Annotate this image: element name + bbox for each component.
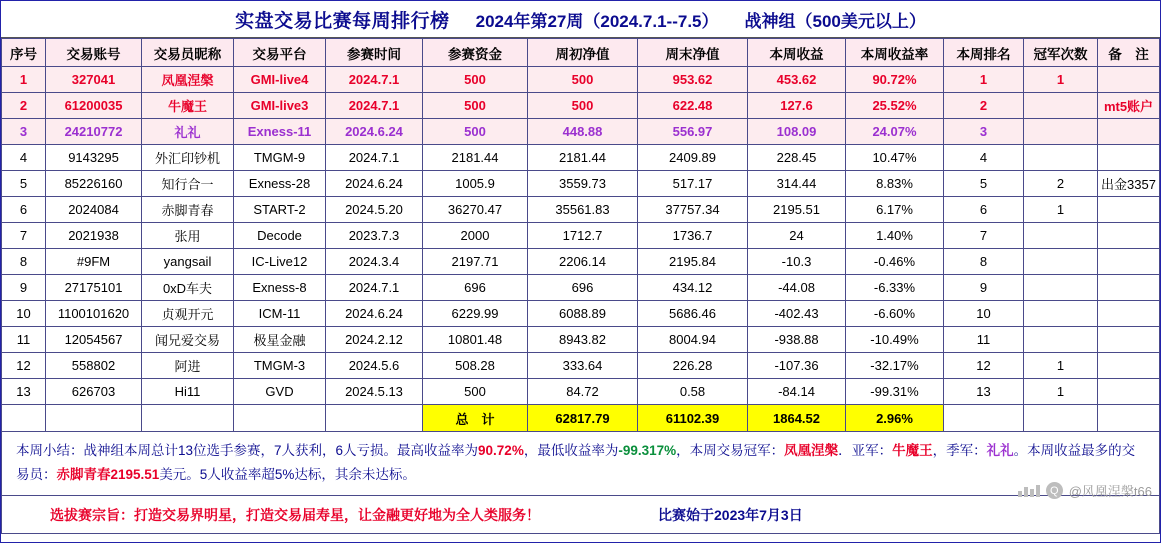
summary-top-profit-value: 2195.51 [110, 466, 160, 482]
col-start-equity: 周初净值 [528, 39, 638, 67]
col-account: 交易账号 [46, 39, 142, 67]
total-blank-5 [326, 405, 423, 432]
cell-nickname: 0xD车夫 [142, 275, 234, 301]
cell-platform: GVD [234, 379, 326, 405]
cell-profit: -107.36 [748, 353, 846, 379]
cell-nickname: 外汇印钞机 [142, 145, 234, 171]
cell-nickname: yangsail [142, 249, 234, 275]
cell-rate: -99.31% [846, 379, 944, 405]
cell-rank: 7 [944, 223, 1024, 249]
cell-profit: -938.88 [748, 327, 846, 353]
footer-start-info: 比赛始于2023年7月3日 [658, 506, 803, 523]
cell-nickname: Hi11 [142, 379, 234, 405]
col-no: 序号 [2, 39, 46, 67]
cell-profit: -84.14 [748, 379, 846, 405]
cell-rank: 10 [944, 301, 1024, 327]
cell-join-date: 2024.5.13 [326, 379, 423, 405]
cell-nickname: 赤脚青春 [142, 197, 234, 223]
cell-platform: Decode [234, 223, 326, 249]
cell-end-equity: 434.12 [638, 275, 748, 301]
cell-account: 327041 [46, 67, 142, 93]
cell-nickname: 张用 [142, 223, 234, 249]
summary-mid2: ，本周交易冠军： [676, 443, 785, 458]
summary-champion: 凤凰涅槃 [784, 443, 839, 458]
cell-platform: Exness-8 [234, 275, 326, 301]
cell-capital: 508.28 [423, 353, 528, 379]
table-row [2, 301, 1160, 327]
cell-end-equity: 2409.89 [638, 145, 748, 171]
table-row [2, 275, 1160, 301]
cell-capital: 36270.47 [423, 197, 528, 223]
watermark-handle: @风凰涅槃t66 [1068, 484, 1152, 499]
cell-rank: 5 [944, 171, 1024, 197]
summary-max-rate: 90.72% [478, 443, 524, 458]
cell-join-date: 2024.7.1 [326, 145, 423, 171]
title-bar [1, 1, 1160, 38]
cell-start-equity: 448.88 [528, 119, 638, 145]
cell-champ-count: 1 [1024, 353, 1098, 379]
cell-platform: GMI-live4 [234, 67, 326, 93]
cell-account: 61200035 [46, 93, 142, 119]
cell-end-equity: 37757.34 [638, 197, 748, 223]
cell-profit: 127.6 [748, 93, 846, 119]
total-start-equity: 62817.79 [528, 405, 638, 432]
cell-join-date: 2024.6.24 [326, 301, 423, 327]
cell-end-equity: 1736.7 [638, 223, 748, 249]
cell-no: 12 [2, 353, 46, 379]
table-row [2, 171, 1160, 197]
cell-note [1098, 249, 1160, 275]
cell-platform: IC-Live12 [234, 249, 326, 275]
signal-bars-icon [1018, 485, 1040, 497]
table-row [2, 67, 1160, 93]
cell-no: 10 [2, 301, 46, 327]
table-header-row [2, 39, 1160, 67]
cell-no: 7 [2, 223, 46, 249]
col-note: 备 注 [1098, 39, 1160, 67]
cell-rate: 10.47% [846, 145, 944, 171]
cell-nickname: 凤凰涅槃 [142, 67, 234, 93]
cell-platform: ICM-11 [234, 301, 326, 327]
col-nickname: 交易员昵称 [142, 39, 234, 67]
cell-champ-count: 2 [1024, 171, 1098, 197]
cell-rank: 3 [944, 119, 1024, 145]
summary-lead: 本周小结：战神组本周总计13位选手参赛，7人获利，6人亏损。最高收益率为 [16, 443, 479, 458]
table-row [2, 327, 1160, 353]
summary-third: 礼礼 [986, 443, 1014, 458]
cell-platform: 极星金融 [234, 327, 326, 353]
cell-account: 85226160 [46, 171, 142, 197]
cell-start-equity: 35561.83 [528, 197, 638, 223]
cell-champ-count [1024, 223, 1098, 249]
table-row [2, 145, 1160, 171]
summary-second: 牛魔王 [892, 443, 933, 458]
cell-end-equity: 953.62 [638, 67, 748, 93]
cell-start-equity: 84.72 [528, 379, 638, 405]
cell-account: 2021938 [46, 223, 142, 249]
cell-platform: TMGM-3 [234, 353, 326, 379]
total-blank-3 [142, 405, 234, 432]
cell-platform: Exness-11 [234, 119, 326, 145]
total-row [2, 405, 1160, 432]
table-row [2, 223, 1160, 249]
cell-rank: 13 [944, 379, 1024, 405]
cell-rate: -10.49% [846, 327, 944, 353]
cell-note [1098, 275, 1160, 301]
cell-champ-count [1024, 119, 1098, 145]
cell-capital: 500 [423, 119, 528, 145]
cell-note [1098, 67, 1160, 93]
cell-rate: 8.83% [846, 171, 944, 197]
footer-slogan: 选拔赛宗旨：打造交易界明星，打造交易届寿星，让金融更好地为全人类服务！ [50, 506, 540, 523]
summary-mid3: ．亚军： [838, 443, 893, 458]
total-blank-1 [2, 405, 46, 432]
table-row [2, 119, 1160, 145]
total-blank-6 [944, 405, 1024, 432]
total-blank-4 [234, 405, 326, 432]
cell-end-equity: 517.17 [638, 171, 748, 197]
cell-start-equity: 2181.44 [528, 145, 638, 171]
cell-no: 3 [2, 119, 46, 145]
cell-nickname: 贞观开元 [142, 301, 234, 327]
title-group: 战神组（500美元以上） [744, 11, 926, 31]
cell-join-date: 2024.3.4 [326, 249, 423, 275]
summary-mid1: ，最低收益率为 [523, 443, 619, 458]
cell-champ-count [1024, 301, 1098, 327]
weekly-summary [1, 432, 1160, 496]
table-row [2, 379, 1160, 405]
cell-platform: GMI-live3 [234, 93, 326, 119]
cell-rate: -6.33% [846, 275, 944, 301]
page-title: 实盘交易比赛每周排行榜 [235, 10, 450, 32]
summary-min-rate: -99.317% [618, 443, 677, 458]
col-capital: 参赛资金 [423, 39, 528, 67]
cell-rank: 12 [944, 353, 1024, 379]
cell-end-equity: 622.48 [638, 93, 748, 119]
cell-start-equity: 500 [528, 67, 638, 93]
cell-start-equity: 2206.14 [528, 249, 638, 275]
cell-account: 12054567 [46, 327, 142, 353]
cell-profit: -44.08 [748, 275, 846, 301]
cell-start-equity: 8943.82 [528, 327, 638, 353]
cell-account: 2024084 [46, 197, 142, 223]
cell-champ-count [1024, 93, 1098, 119]
cell-capital: 2197.71 [423, 249, 528, 275]
cell-no: 5 [2, 171, 46, 197]
table-row [2, 197, 1160, 223]
cell-champ-count: 1 [1024, 197, 1098, 223]
cell-capital: 10801.48 [423, 327, 528, 353]
cell-account: 27175101 [46, 275, 142, 301]
cell-rank: 4 [944, 145, 1024, 171]
cell-profit: 108.09 [748, 119, 846, 145]
cell-champ-count: 1 [1024, 379, 1098, 405]
cell-capital: 500 [423, 379, 528, 405]
cell-end-equity: 226.28 [638, 353, 748, 379]
footer-bar [1, 496, 1160, 534]
total-blank-7 [1024, 405, 1098, 432]
cell-rate: -32.17% [846, 353, 944, 379]
table-body [2, 67, 1160, 405]
cell-start-equity: 696 [528, 275, 638, 301]
cell-rank: 9 [944, 275, 1024, 301]
cell-profit: -402.43 [748, 301, 846, 327]
cell-profit: 314.44 [748, 171, 846, 197]
cell-rate: -0.46% [846, 249, 944, 275]
total-label: 总 计 [423, 405, 528, 432]
cell-champ-count: 1 [1024, 67, 1098, 93]
cell-join-date: 2024.7.1 [326, 93, 423, 119]
summary-top-profit-name: 赤脚青春 [56, 466, 111, 482]
cell-capital: 6229.99 [423, 301, 528, 327]
cell-champ-count [1024, 249, 1098, 275]
col-rank: 本周排名 [944, 39, 1024, 67]
cell-rank: 6 [944, 197, 1024, 223]
cell-end-equity: 556.97 [638, 119, 748, 145]
cell-account: 9143295 [46, 145, 142, 171]
cell-nickname: 闻兄爱交易 [142, 327, 234, 353]
cell-capital: 1005.9 [423, 171, 528, 197]
table-row [2, 353, 1160, 379]
cell-rate: 90.72% [846, 67, 944, 93]
cell-account: #9FM [46, 249, 142, 275]
col-profit: 本周收益 [748, 39, 846, 67]
table-row [2, 93, 1160, 119]
cell-no: 8 [2, 249, 46, 275]
cell-rate: 6.17% [846, 197, 944, 223]
total-profit: 1864.52 [748, 405, 846, 432]
cell-champ-count [1024, 327, 1098, 353]
cell-nickname: 阿进 [142, 353, 234, 379]
cell-note [1098, 119, 1160, 145]
cell-join-date: 2023.7.3 [326, 223, 423, 249]
cell-note: 出金3357 [1098, 171, 1160, 197]
cell-join-date: 2024.6.24 [326, 119, 423, 145]
cell-nickname: 礼礼 [142, 119, 234, 145]
q-icon: Q [1046, 482, 1063, 499]
cell-profit: 453.62 [748, 67, 846, 93]
cell-platform: START-2 [234, 197, 326, 223]
col-rate: 本周收益率 [846, 39, 944, 67]
total-blank-8 [1098, 405, 1160, 432]
cell-start-equity: 333.64 [528, 353, 638, 379]
cell-note [1098, 223, 1160, 249]
cell-start-equity: 6088.89 [528, 301, 638, 327]
cell-rate: 1.40% [846, 223, 944, 249]
cell-champ-count [1024, 275, 1098, 301]
ranking-table [1, 38, 1160, 432]
cell-join-date: 2024.7.1 [326, 275, 423, 301]
summary-mid5: 。本周收益最多的交易员： [16, 443, 1136, 482]
col-platform: 交易平台 [234, 39, 326, 67]
cell-no: 2 [2, 93, 46, 119]
cell-account: 558802 [46, 353, 142, 379]
cell-rank: 11 [944, 327, 1024, 353]
cell-capital: 500 [423, 93, 528, 119]
total-end-equity: 61102.39 [638, 405, 748, 432]
cell-rate: 25.52% [846, 93, 944, 119]
cell-note [1098, 379, 1160, 405]
cell-rank: 1 [944, 67, 1024, 93]
cell-start-equity: 500 [528, 93, 638, 119]
cell-account: 24210772 [46, 119, 142, 145]
cell-join-date: 2024.5.20 [326, 197, 423, 223]
cell-end-equity: 8004.94 [638, 327, 748, 353]
cell-join-date: 2024.7.1 [326, 67, 423, 93]
cell-note [1098, 145, 1160, 171]
cell-no: 13 [2, 379, 46, 405]
cell-note [1098, 197, 1160, 223]
col-champ-count: 冠军次数 [1024, 39, 1098, 67]
cell-no: 11 [2, 327, 46, 353]
cell-rate: 24.07% [846, 119, 944, 145]
cell-join-date: 2024.2.12 [326, 327, 423, 353]
cell-no: 6 [2, 197, 46, 223]
table-row [2, 249, 1160, 275]
cell-note [1098, 301, 1160, 327]
cell-profit: 24 [748, 223, 846, 249]
cell-account: 626703 [46, 379, 142, 405]
total-rate: 2.96% [846, 405, 944, 432]
summary-mid6: 美元。5人收益率超5%达标，其余未达标。 [159, 466, 416, 482]
cell-note [1098, 327, 1160, 353]
cell-profit: 2195.51 [748, 197, 846, 223]
col-join-date: 参赛时间 [326, 39, 423, 67]
summary-mid4: ，季军： [932, 443, 987, 458]
title-week: 2024年第27周（2024.7.1--7.5） [475, 11, 719, 31]
cell-capital: 696 [423, 275, 528, 301]
cell-account: 1100101620 [46, 301, 142, 327]
cell-end-equity: 2195.84 [638, 249, 748, 275]
cell-note [1098, 353, 1160, 379]
col-end-equity: 周末净值 [638, 39, 748, 67]
cell-rank: 2 [944, 93, 1024, 119]
total-blank-2 [46, 405, 142, 432]
cell-nickname: 牛魔王 [142, 93, 234, 119]
cell-capital: 2000 [423, 223, 528, 249]
cell-end-equity: 5686.46 [638, 301, 748, 327]
cell-rate: -6.60% [846, 301, 944, 327]
cell-champ-count [1024, 145, 1098, 171]
cell-capital: 500 [423, 67, 528, 93]
cell-join-date: 2024.6.24 [326, 171, 423, 197]
cell-start-equity: 3559.73 [528, 171, 638, 197]
cell-nickname: 知行合一 [142, 171, 234, 197]
cell-start-equity: 1712.7 [528, 223, 638, 249]
cell-capital: 2181.44 [423, 145, 528, 171]
cell-join-date: 2024.5.6 [326, 353, 423, 379]
cell-note: mt5账户 [1098, 93, 1160, 119]
cell-profit: 228.45 [748, 145, 846, 171]
cell-no: 4 [2, 145, 46, 171]
cell-rank: 8 [944, 249, 1024, 275]
cell-end-equity: 0.58 [638, 379, 748, 405]
cell-profit: -10.3 [748, 249, 846, 275]
cell-platform: Exness-28 [234, 171, 326, 197]
cell-no: 9 [2, 275, 46, 301]
cell-platform: TMGM-9 [234, 145, 326, 171]
cell-no: 1 [2, 67, 46, 93]
